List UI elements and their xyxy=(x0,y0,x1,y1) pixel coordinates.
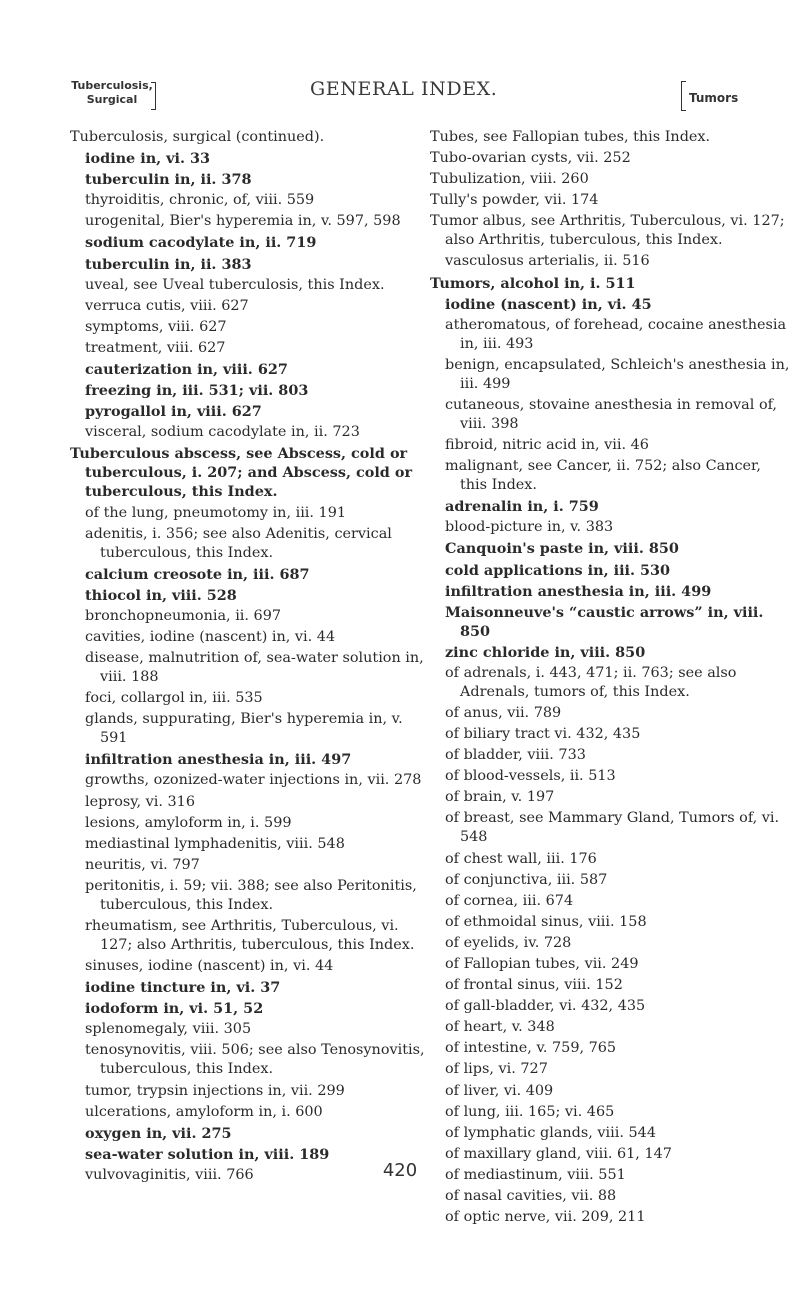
index-entry: iodine (nascent) in, vi. 45 xyxy=(445,295,652,313)
index-entry: infiltration anesthesia in, iii. 499 xyxy=(445,582,712,600)
index-entry: of gall-bladder, vi. 432, 435 xyxy=(445,998,646,1015)
index-entry: Canquoin's paste in, viii. 850 xyxy=(445,540,679,558)
index-entry: atheromatous, of forehead, cocaine anesthesia in, iii. 493 xyxy=(445,316,787,352)
index-entry: blood-picture in, v. 383 xyxy=(445,519,614,536)
index-entry: of chest wall, iii. 176 xyxy=(445,850,597,867)
index-entry: zinc chloride in, viii. 850 xyxy=(445,643,646,661)
index-entry: Tubes, see Fallopian tubes, this Index. xyxy=(430,129,711,145)
index-entry: of ethmoidal sinus, viii. 158 xyxy=(445,913,647,930)
index-entry: growths, ozonized-water injections in, vii. 278 xyxy=(85,772,422,789)
index-entry: pyrogallol in, viii. 627 xyxy=(85,403,262,421)
index-entry: of lung, iii. 165; vi. 465 xyxy=(445,1103,615,1120)
index-entry: symptoms, viii. 627 xyxy=(85,318,227,335)
index-entry: of intestine, v. 759, 765 xyxy=(445,1040,617,1057)
right-guide-bracket xyxy=(681,81,686,111)
index-entry: tumor, trypsin injections in, vii. 299 xyxy=(85,1082,345,1099)
index-entry: verruca cutis, viii. 627 xyxy=(85,297,249,314)
index-entry: leprosy, vi. 316 xyxy=(85,793,195,810)
index-entry: iodine tincture in, vi. 37 xyxy=(85,979,281,997)
index-entry: of heart, v. 348 xyxy=(445,1019,555,1036)
index-entry: of frontal sinus, viii. 152 xyxy=(445,977,623,994)
index-entry: treatment, viii. 627 xyxy=(85,339,226,356)
page-header xyxy=(0,0,800,110)
right-guide-word xyxy=(681,81,751,111)
index-entry: tuberculin in, ii. 383 xyxy=(85,255,252,273)
index-entry: of blood-vessels, ii. 513 xyxy=(445,768,616,785)
index-entry: thyroiditis, chronic, of, viii. 559 xyxy=(85,192,315,209)
index-entry: of optic nerve, vii. 209, 211 xyxy=(445,1209,646,1226)
running-title: GENERAL INDEX. xyxy=(310,78,498,100)
left-guide-line2: Surgical xyxy=(86,93,138,106)
index-entry: of mediastinum, viii. 551 xyxy=(445,1166,626,1183)
index-entry: of cornea, iii. 674 xyxy=(445,892,574,909)
index-entry: peritonitis, i. 59; vii. 388; see also Peritonitis, tuberculous, this Index. xyxy=(85,877,417,913)
right-guide-text: Tumors xyxy=(689,91,739,105)
index-entry: urogenital, Bier's hyperemia in, v. 597, 598 xyxy=(85,213,401,230)
index-entry: neuritis, vi. 797 xyxy=(85,856,200,873)
index-entry: adenitis, i. 356; see also Adenitis, cervical tuberculous, this Index. xyxy=(85,525,392,561)
index-entry: visceral, sodium cacodylate in, ii. 723 xyxy=(85,424,360,441)
index-entry: adrenalin in, i. 759 xyxy=(445,498,599,516)
index-entry: calcium creosote in, iii. 687 xyxy=(85,565,310,583)
index-entry: of Fallopian tubes, vii. 249 xyxy=(445,956,639,972)
index-entry: of lymphatic glands, viii. 544 xyxy=(445,1124,656,1141)
index-entry: sinuses, iodine (nascent) in, vi. 44 xyxy=(85,958,334,975)
index-entry: splenomegaly, viii. 305 xyxy=(85,1021,252,1038)
index-entry: benign, encapsulated, Schleich's anesthesia in, iii. 499 xyxy=(445,356,790,392)
index-entry: Tully's powder, vii. 174 xyxy=(430,192,599,209)
index-entry: of maxillary gland, viii. 61, 147 xyxy=(445,1145,672,1162)
index-entry: of lips, vi. 727 xyxy=(445,1061,548,1078)
index-entry: freezing in, iii. 531; vii. 803 xyxy=(85,382,309,400)
index-entry: of liver, vi. 409 xyxy=(445,1082,554,1099)
index-entry: Tuberculous abscess, see Abscess, cold or tuberculous, i. 207; and Abscess, cold or tuberculous, this Index. xyxy=(70,445,413,501)
index-entry: uveal, see Uveal tuberculosis, this Index. xyxy=(85,276,385,293)
left-guide-word xyxy=(70,79,154,115)
index-entry: thiocol in, viii. 528 xyxy=(85,586,237,604)
index-entry: Tuberculosis, surgical (continued). xyxy=(70,129,325,145)
index-entry: tuberculin in, ii. 378 xyxy=(85,171,252,189)
index-entry: infiltration anesthesia in, iii. 497 xyxy=(85,751,352,769)
index-entry: of nasal cavities, vii. 88 xyxy=(445,1188,617,1205)
index-entry: glands, suppurating, Bier's hyperemia in, v. 591 xyxy=(85,711,403,747)
index-entry: rheumatism, see Arthritis, Tuberculous, vi. 127; also Arthritis, tuberculous, this Index. xyxy=(85,918,415,953)
left-index-column xyxy=(70,128,430,1187)
index-entry: of anus, vii. 789 xyxy=(445,704,562,721)
index-entry: vasculosus arterialis, ii. 516 xyxy=(445,253,650,270)
index-entry: of brain, v. 197 xyxy=(445,789,555,806)
index-entry: of adrenals, i. 443, 471; ii. 763; see also Adrenals, tumors of, this Index. xyxy=(445,664,737,700)
index-entry: iodine in, vi. 33 xyxy=(85,150,211,168)
index-entry: disease, malnutrition of, sea-water solution in, viii. 188 xyxy=(85,650,424,686)
index-entry: cold applications in, iii. 530 xyxy=(445,561,671,579)
index-entry: foci, collargol in, iii. 535 xyxy=(85,690,263,707)
index-entry: malignant, see Cancer, ii. 752; also Cancer, this Index. xyxy=(445,458,761,494)
index-entry: of biliary tract vi. 432, 435 xyxy=(445,726,641,743)
index-entry: of breast, see Mammary Gland, Tumors of, vi. 548 xyxy=(445,810,780,846)
page-number: 420 xyxy=(382,1160,418,1181)
index-entry: Maisonneuve's “caustic arrows” in, viii. 850 xyxy=(445,603,764,640)
index-entry: lesions, amyloform in, i. 599 xyxy=(85,814,292,831)
index-entry: Tumors, alcohol in, i. 511 xyxy=(430,274,636,292)
index-entry: cauterization in, viii. 627 xyxy=(85,361,288,379)
index-entry: sodium cacodylate in, ii. 719 xyxy=(85,234,317,252)
index-entry: sea-water solution in, viii. 189 xyxy=(85,1145,330,1163)
left-guide-bracket xyxy=(151,82,156,110)
index-entry: of eyelids, iv. 728 xyxy=(445,934,572,951)
index-entry: cutaneous, stovaine anesthesia in removal of, viii. 398 xyxy=(445,396,777,432)
index-entry: vulvovaginitis, viii. 766 xyxy=(85,1166,254,1183)
left-guide-line1: Tuberculosis, xyxy=(71,79,153,92)
index-entry: cavities, iodine (nascent) in, vi. 44 xyxy=(85,628,336,645)
index-entry: of bladder, viii. 733 xyxy=(445,747,586,764)
index-entry: bronchopneumonia, ii. 697 xyxy=(85,607,282,624)
index-entry: fibroid, nitric acid in, vii. 46 xyxy=(445,437,649,454)
index-entry: Tumor albus, see Arthritis, Tuberculous, vi. 127; also Arthritis, tuberculous, this Index. xyxy=(430,213,785,249)
index-entry: Tubulization, viii. 260 xyxy=(430,171,589,188)
index-entry: iodoform in, vi. 51, 52 xyxy=(85,1000,264,1018)
index-entry: ulcerations, amyloform in, i. 600 xyxy=(85,1103,323,1120)
index-entry: of the lung, pneumotomy in, iii. 191 xyxy=(85,504,347,521)
right-index-column xyxy=(430,128,790,1229)
index-entry: tenosynovitis, viii. 506; see also Tenosynovitis, tuberculous, this Index. xyxy=(85,1042,425,1078)
index-entry: of conjunctiva, iii. 587 xyxy=(445,871,608,888)
index-entry: mediastinal lymphadenitis, viii. 548 xyxy=(85,835,345,852)
index-entry: Tubo-ovarian cysts, vii. 252 xyxy=(430,150,631,167)
index-entry: oxygen in, vii. 275 xyxy=(85,1124,232,1142)
